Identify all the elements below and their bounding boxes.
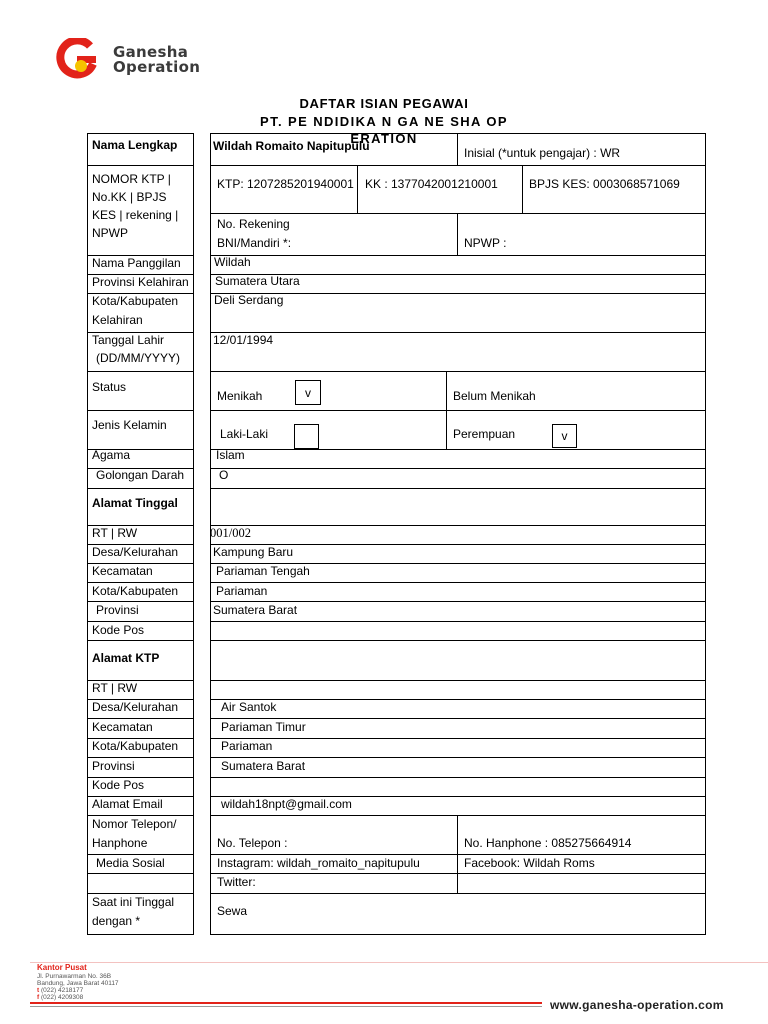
value-email: wildah18npt@gmail.com (221, 797, 352, 811)
label-alamat-email: Alamat Email (92, 797, 163, 811)
label-tanggal-format: (DD/MM/YYYY) (96, 351, 180, 365)
table-cell (210, 255, 706, 275)
office-address-line: Bandung, Jawa Barat 40117 (37, 980, 119, 987)
table-cell (210, 640, 706, 681)
company-name-line-2: ERATION (350, 131, 418, 146)
label-media-sosial: Media Sosial (96, 856, 165, 870)
section-heading-alamat-ktp: Alamat KTP (92, 651, 160, 665)
label-kecamatan: Kecamatan (92, 564, 153, 578)
table-cell (210, 777, 706, 797)
label-provinsi-kelahiran: Provinsi Kelahiran (92, 275, 189, 289)
phone-prefix: t (37, 987, 40, 994)
table-cell (210, 699, 706, 719)
label-provinsi: Provinsi (92, 759, 135, 773)
table-cell (210, 738, 706, 758)
label-kode-pos: Kode Pos (92, 778, 145, 792)
table-cell (210, 468, 706, 489)
value-npwp: NPWP : (464, 236, 507, 250)
logo-wordmark-line-1: Ganesha (113, 43, 189, 61)
label-nama-lengkap: Nama Lengkap (92, 138, 178, 152)
label-nomor-line: KES | rekening | (92, 208, 179, 222)
fax-number: (022) 4209308 (40, 994, 84, 1001)
label-kode-pos: Kode Pos (92, 623, 145, 637)
label-kota-kelahiran: Kota/Kabupaten (92, 294, 179, 308)
footer-gray-line (30, 1006, 542, 1007)
value-nama-panggilan: Wildah (214, 255, 251, 269)
option-perempuan: Perempuan (453, 427, 516, 441)
label-tinggal-dengan: dengan * (92, 914, 141, 928)
label-nomor-telepon: Hanphone (92, 836, 148, 850)
value-kecamatan: Pariaman Tengah (216, 564, 310, 578)
website-url: www.ganesha-operation.com (550, 998, 724, 1012)
table-cell (210, 582, 706, 602)
label-rt-rw: RT | RW (92, 681, 138, 695)
checkbox-menikah (295, 380, 321, 405)
label-nama-panggilan: Nama Panggilan (92, 256, 181, 270)
checkbox-mark: v (305, 385, 311, 400)
label-desa-kelurahan: Desa/Kelurahan (92, 700, 179, 714)
table-cell (457, 873, 706, 894)
value-rt-rw: 001/002 (210, 526, 251, 540)
label-kota-kabupaten: Kota/Kabupaten (92, 739, 179, 753)
table-cell (87, 873, 194, 894)
value-inisial: Inisial (*untuk pengajar) : WR (464, 146, 621, 160)
option-menikah: Menikah (217, 389, 263, 403)
value-bpjs: BPJS KES: 0003068571069 (529, 177, 680, 191)
value-nama-lengkap: Wildah Romaito Napitupulu (213, 139, 370, 153)
label-kota-kabupaten: Kota/Kabupaten (92, 584, 179, 598)
value-tinggal-dengan: Sewa (217, 904, 248, 918)
table-cell (210, 488, 706, 526)
value-ktp: KTP: 1207285201940001 (217, 177, 354, 191)
value-telepon: No. Telepon : (217, 836, 288, 850)
value-desa-kelurahan: Kampung Baru (213, 545, 294, 559)
table-cell (210, 449, 706, 469)
value-provinsi: Sumatera Barat (221, 759, 306, 773)
label-agama: Agama (92, 448, 131, 462)
value-kota-kabupaten: Pariaman (216, 584, 268, 598)
checkbox-perempuan (552, 424, 577, 448)
office-address-line: Jl. Purnawarman No. 36B (37, 973, 112, 980)
table-cell (210, 680, 706, 700)
value-provinsi-kelahiran: Sumatera Utara (215, 274, 300, 288)
label-kota-kelahiran: Kelahiran (92, 313, 143, 327)
table-cell (210, 293, 706, 333)
option-laki-laki: Laki-Laki (220, 427, 269, 441)
value-instagram: Instagram: wildah_romaito_napitupulu (217, 856, 420, 870)
company-name-line-1: PT. PE NDIDIKA N GA NE SHA OP (260, 114, 508, 129)
office-phone (37, 987, 83, 994)
company-logo (54, 38, 104, 80)
checkbox-laki-laki (294, 424, 319, 449)
value-provinsi: Sumatera Barat (213, 603, 298, 617)
fax-prefix: f (37, 994, 40, 1001)
label-golongan-darah: Golongan Darah (96, 468, 185, 482)
label-tinggal-dengan: Saat ini Tinggal (92, 895, 175, 909)
phone-number: (022) 4218177 (40, 987, 84, 994)
office-heading: Kantor Pusat (37, 963, 87, 972)
footer-divider (30, 962, 768, 963)
table-cell (210, 332, 706, 372)
label-nomor-line: NOMOR KTP | (92, 172, 171, 186)
form-title: DAFTAR ISIAN PEGAWAI (299, 96, 469, 111)
value-kota-kabupaten: Pariaman (221, 739, 273, 753)
label-kecamatan: Kecamatan (92, 720, 153, 734)
label-desa-kelurahan: Desa/Kelurahan (92, 545, 179, 559)
label-nomor-telepon: Nomor Telepon/ (92, 817, 177, 831)
logo-wordmark-line-2: Operation (113, 58, 201, 76)
value-kecamatan: Pariaman Timur (221, 720, 306, 734)
label-status: Status (92, 380, 127, 394)
label-nomor-line: NPWP (92, 226, 128, 240)
value-tanggal-lahir: 12/01/1994 (213, 333, 274, 347)
footer-accent-line (30, 1002, 542, 1004)
value-facebook: Facebook: Wildah Roms (464, 856, 595, 870)
value-desa-kelurahan: Air Santok (221, 700, 277, 714)
label-tanggal-lahir: Tanggal Lahir (92, 333, 165, 347)
table-cell (210, 525, 706, 545)
table-cell (210, 893, 706, 935)
ganesha-g-logo-icon (54, 38, 104, 80)
table-cell (210, 621, 706, 641)
value-twitter: Twitter: (217, 875, 256, 889)
office-fax (37, 994, 83, 1001)
checkbox-mark: v (561, 429, 568, 443)
label-provinsi: Provinsi (96, 603, 139, 617)
value-golongan-darah: O (219, 468, 229, 482)
value-rekening-label: No. Rekening (217, 217, 290, 231)
value-rekening-label: BNI/Mandiri *: (217, 236, 292, 250)
value-kk: KK : 1377042001210001 (365, 177, 498, 191)
label-rt-rw: RT | RW (92, 526, 138, 540)
option-belum-menikah: Belum Menikah (453, 389, 536, 403)
label-jenis-kelamin: Jenis Kelamin (92, 418, 167, 432)
value-agama: Islam (216, 448, 245, 462)
label-nomor-line: No.KK | BPJS (92, 190, 167, 204)
value-hanphone: No. Hanphone : 085275664914 (464, 836, 632, 850)
section-heading-alamat-tinggal: Alamat Tinggal (92, 496, 178, 510)
value-kota-kelahiran: Deli Serdang (214, 293, 284, 307)
